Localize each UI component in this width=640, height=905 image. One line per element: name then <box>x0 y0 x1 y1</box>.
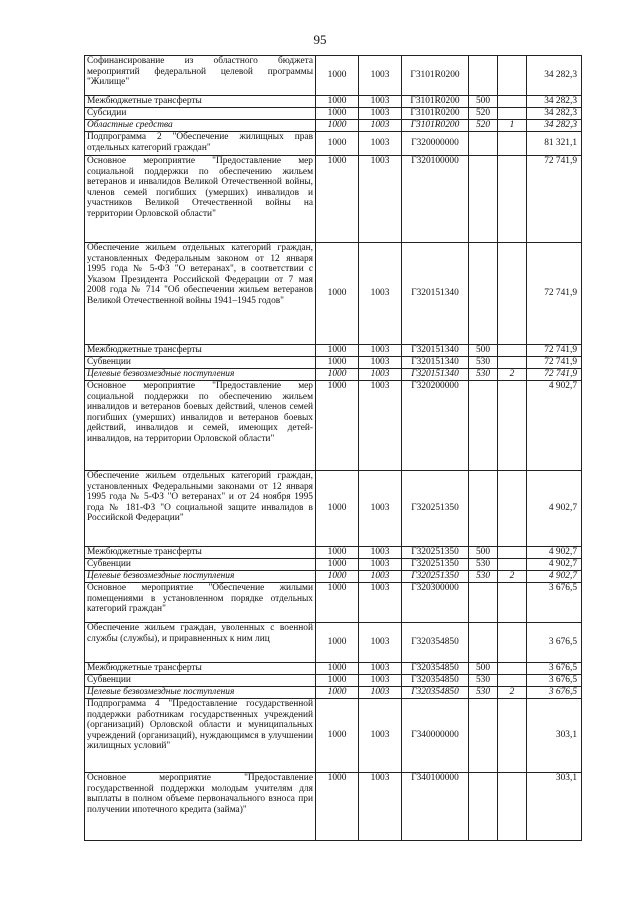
section-code-cell: 1000 <box>316 132 359 156</box>
amount-cell: 72 741,9 <box>527 345 582 357</box>
row-name-cell: Основное мероприятие "Обеспечение жилыми помещениями в установленном порядке отдельных категорий граждан" <box>85 583 316 623</box>
target-article-cell: Г320354850 <box>402 687 469 699</box>
amount-cell: 3 676,5 <box>527 623 582 663</box>
target-article-cell: Г340100000 <box>402 773 469 841</box>
subsection-code-cell: 1003 <box>359 687 402 699</box>
section-code-cell: 1000 <box>316 623 359 663</box>
subsection-code-cell: 1003 <box>359 571 402 583</box>
subsection-code-cell: 1003 <box>359 559 402 571</box>
subsection-code-cell: 1003 <box>359 108 402 120</box>
expense-type-cell <box>469 583 498 623</box>
expense-type-cell: 530 <box>469 675 498 687</box>
table-row <box>85 108 582 120</box>
amount-cell: 34 282,3 <box>527 108 582 120</box>
target-article-cell: Г3101R0200 <box>402 120 469 132</box>
amount-cell: 72 741,9 <box>527 369 582 381</box>
funding-source-cell <box>498 108 527 120</box>
table-row <box>85 369 582 381</box>
expense-type-cell <box>469 132 498 156</box>
row-name-cell: Областные средства <box>85 120 316 132</box>
target-article-cell: Г320354850 <box>402 675 469 687</box>
amount-cell: 3 676,5 <box>527 583 582 623</box>
row-name-cell: Целевые безвозмездные поступления <box>85 687 316 699</box>
funding-source-cell <box>498 583 527 623</box>
expense-type-cell: 500 <box>469 345 498 357</box>
funding-source-cell <box>498 663 527 675</box>
expense-type-cell <box>469 699 498 773</box>
row-name-cell: Межбюджетные трансферты <box>85 96 316 108</box>
row-name-cell: Межбюджетные трансферты <box>85 663 316 675</box>
expense-type-cell: 530 <box>469 357 498 369</box>
funding-source-cell <box>498 381 527 471</box>
section-code-cell: 1000 <box>316 120 359 132</box>
subsection-code-cell: 1003 <box>359 243 402 345</box>
section-code-cell: 1000 <box>316 108 359 120</box>
expense-type-cell: 530 <box>469 687 498 699</box>
expense-type-cell: 530 <box>469 571 498 583</box>
table-row <box>85 243 582 345</box>
amount-cell: 303,1 <box>527 699 582 773</box>
section-code-cell: 1000 <box>316 471 359 547</box>
section-code-cell: 1000 <box>316 381 359 471</box>
funding-source-cell <box>498 699 527 773</box>
funding-source-cell: 2 <box>498 687 527 699</box>
table-row <box>85 675 582 687</box>
table-body <box>85 56 582 841</box>
expense-type-cell: 500 <box>469 547 498 559</box>
amount-cell: 34 282,3 <box>527 56 582 96</box>
expense-type-cell <box>469 243 498 345</box>
expense-type-cell: 500 <box>469 663 498 675</box>
row-name-cell: Основное мероприятие "Предоставление мер социальной поддержки по обеспечению жильем ветеранов и инвалидов Великой Отечественной войны, членов семей погибших (умерших) инвалидов и участников Великой Отечественной войны на территории Орловской области" <box>85 156 316 243</box>
row-name-cell: Софинансирование из областного бюджета мероприятий федеральной целевой программы "Жилище" <box>85 56 316 96</box>
subsection-code-cell: 1003 <box>359 156 402 243</box>
target-article-cell: Г320251350 <box>402 547 469 559</box>
amount-cell: 3 676,5 <box>527 687 582 699</box>
subsection-code-cell: 1003 <box>359 547 402 559</box>
row-name-cell: Основное мероприятие "Предоставление государственной поддержки молодым учителям для выплаты в полном объеме первоначального взноса при получении ипотечного кредита (займа)" <box>85 773 316 841</box>
amount-cell: 72 741,9 <box>527 156 582 243</box>
expense-type-cell <box>469 623 498 663</box>
funding-source-cell <box>498 56 527 96</box>
row-name-cell: Обеспечение жильем граждан, уволенных с военной службы (службы), и приравненных к ним лиц <box>85 623 316 663</box>
amount-cell: 4 902,7 <box>527 381 582 471</box>
expense-type-cell <box>469 773 498 841</box>
target-article-cell: Г320151340 <box>402 345 469 357</box>
target-article-cell: Г320300000 <box>402 583 469 623</box>
funding-source-cell <box>498 773 527 841</box>
table-row <box>85 571 582 583</box>
funding-source-cell <box>498 357 527 369</box>
table-row <box>85 120 582 132</box>
section-code-cell: 1000 <box>316 369 359 381</box>
row-name-cell: Субвенции <box>85 675 316 687</box>
table-row <box>85 345 582 357</box>
section-code-cell: 1000 <box>316 571 359 583</box>
subsection-code-cell: 1003 <box>359 132 402 156</box>
section-code-cell: 1000 <box>316 675 359 687</box>
subsection-code-cell: 1003 <box>359 471 402 547</box>
table-row <box>85 663 582 675</box>
section-code-cell: 1000 <box>316 345 359 357</box>
funding-source-cell <box>498 96 527 108</box>
funding-source-cell <box>498 243 527 345</box>
amount-cell: 81 321,1 <box>527 132 582 156</box>
expense-type-cell <box>469 156 498 243</box>
row-name-cell: Подпрограмма 4 "Предоставление государственной поддержки работникам государственных учреждений (организаций) Орловской области и муниципальных учреждений (организаций), нуждающимся в улучшении жилищных условий" <box>85 699 316 773</box>
row-name-cell: Обеспечение жильем отдельных категорий граждан, установленных Федеральными законами от 12 января 1995 года № 5-ФЗ "О ветеранах" и от 24 ноября 1995 года № 181-ФЗ "О социальной защите инвалидов в Российской Федерации" <box>85 471 316 547</box>
subsection-code-cell: 1003 <box>359 345 402 357</box>
section-code-cell: 1000 <box>316 583 359 623</box>
subsection-code-cell: 1003 <box>359 381 402 471</box>
section-code-cell: 1000 <box>316 559 359 571</box>
subsection-code-cell: 1003 <box>359 663 402 675</box>
expense-type-cell <box>469 381 498 471</box>
target-article-cell: Г320251350 <box>402 471 469 547</box>
table-row <box>85 96 582 108</box>
row-name-cell: Межбюджетные трансферты <box>85 345 316 357</box>
amount-cell: 4 902,7 <box>527 559 582 571</box>
row-name-cell: Субвенции <box>85 357 316 369</box>
table-row <box>85 357 582 369</box>
row-name-cell: Субвенции <box>85 559 316 571</box>
funding-source-cell <box>498 345 527 357</box>
amount-cell: 4 902,7 <box>527 471 582 547</box>
section-code-cell: 1000 <box>316 96 359 108</box>
amount-cell: 72 741,9 <box>527 357 582 369</box>
amount-cell: 34 282,3 <box>527 96 582 108</box>
section-code-cell: 1000 <box>316 357 359 369</box>
expense-type-cell: 530 <box>469 559 498 571</box>
funding-source-cell <box>498 675 527 687</box>
target-article-cell: Г320151340 <box>402 369 469 381</box>
target-article-cell: Г320354850 <box>402 623 469 663</box>
amount-cell: 303,1 <box>527 773 582 841</box>
row-name-cell: Основное мероприятие "Предоставление мер социальной поддержки по обеспечению жильем инвалидов и ветеранов боевых действий, членов семей погибших (умерших) инвалидов и ветеранов боевых действий, инвалидов и семей, имеющих детей-инвалидов, на территории Орловской области" <box>85 381 316 471</box>
amount-cell: 4 902,7 <box>527 571 582 583</box>
amount-cell: 72 741,9 <box>527 243 582 345</box>
table-row <box>85 56 582 96</box>
target-article-cell: Г3101R0200 <box>402 56 469 96</box>
target-article-cell: Г320251350 <box>402 571 469 583</box>
row-name-cell: Целевые безвозмездные поступления <box>85 571 316 583</box>
funding-source-cell: 2 <box>498 571 527 583</box>
expense-type-cell <box>469 56 498 96</box>
subsection-code-cell: 1003 <box>359 773 402 841</box>
expense-type-cell: 520 <box>469 108 498 120</box>
section-code-cell: 1000 <box>316 773 359 841</box>
subsection-code-cell: 1003 <box>359 357 402 369</box>
table-row <box>85 623 582 663</box>
budget-allocation-table <box>84 55 582 841</box>
target-article-cell: Г320151340 <box>402 357 469 369</box>
target-article-cell: Г320100000 <box>402 156 469 243</box>
funding-source-cell <box>498 547 527 559</box>
subsection-code-cell: 1003 <box>359 699 402 773</box>
funding-source-cell: 2 <box>498 369 527 381</box>
table-row <box>85 773 582 841</box>
target-article-cell: Г320000000 <box>402 132 469 156</box>
row-name-cell: Обеспечение жильем отдельных категорий граждан, установленных Федеральным законом от 12 января 1995 года № 5-ФЗ "О ветеранах", в соответствии с Указом Президента Российской Федерации от 7 мая 2008 года № 714 "Об обеспечении жильем ветеранов Великой Отечественной войны 1941–1945 годов" <box>85 243 316 345</box>
funding-source-cell <box>498 559 527 571</box>
subsection-code-cell: 1003 <box>359 675 402 687</box>
table-row <box>85 559 582 571</box>
target-article-cell: Г3101R0200 <box>402 96 469 108</box>
section-code-cell: 1000 <box>316 156 359 243</box>
table-row <box>85 699 582 773</box>
subsection-code-cell: 1003 <box>359 369 402 381</box>
table-row <box>85 471 582 547</box>
row-name-cell: Подпрограмма 2 "Обеспечение жилищных прав отдельных категорий граждан" <box>85 132 316 156</box>
subsection-code-cell: 1003 <box>359 583 402 623</box>
page-number: 95 <box>313 32 327 47</box>
expense-type-cell <box>469 471 498 547</box>
funding-source-cell <box>498 623 527 663</box>
section-code-cell: 1000 <box>316 687 359 699</box>
amount-cell: 3 676,5 <box>527 663 582 675</box>
amount-cell: 34 282,3 <box>527 120 582 132</box>
section-code-cell: 1000 <box>316 56 359 96</box>
row-name-cell: Межбюджетные трансферты <box>85 547 316 559</box>
row-name-cell: Субсидии <box>85 108 316 120</box>
table-row <box>85 583 582 623</box>
amount-cell: 3 676,5 <box>527 675 582 687</box>
subsection-code-cell: 1003 <box>359 56 402 96</box>
table-row <box>85 687 582 699</box>
table-row <box>85 547 582 559</box>
target-article-cell: Г320151340 <box>402 243 469 345</box>
subsection-code-cell: 1003 <box>359 120 402 132</box>
expense-type-cell: 530 <box>469 369 498 381</box>
funding-source-cell <box>498 471 527 547</box>
section-code-cell: 1000 <box>316 547 359 559</box>
section-code-cell: 1000 <box>316 699 359 773</box>
expense-type-cell: 520 <box>469 120 498 132</box>
section-code-cell: 1000 <box>316 243 359 345</box>
target-article-cell: Г3101R0200 <box>402 108 469 120</box>
subsection-code-cell: 1003 <box>359 623 402 663</box>
target-article-cell: Г320354850 <box>402 663 469 675</box>
target-article-cell: Г320200000 <box>402 381 469 471</box>
section-code-cell: 1000 <box>316 663 359 675</box>
funding-source-cell <box>498 132 527 156</box>
subsection-code-cell: 1003 <box>359 96 402 108</box>
table-row <box>85 156 582 243</box>
target-article-cell: Г320251350 <box>402 559 469 571</box>
table-row <box>85 132 582 156</box>
funding-source-cell <box>498 156 527 243</box>
table-row <box>85 381 582 471</box>
expense-type-cell: 500 <box>469 96 498 108</box>
row-name-cell: Целевые безвозмездные поступления <box>85 369 316 381</box>
funding-source-cell: 1 <box>498 120 527 132</box>
target-article-cell: Г340000000 <box>402 699 469 773</box>
amount-cell: 4 902,7 <box>527 547 582 559</box>
